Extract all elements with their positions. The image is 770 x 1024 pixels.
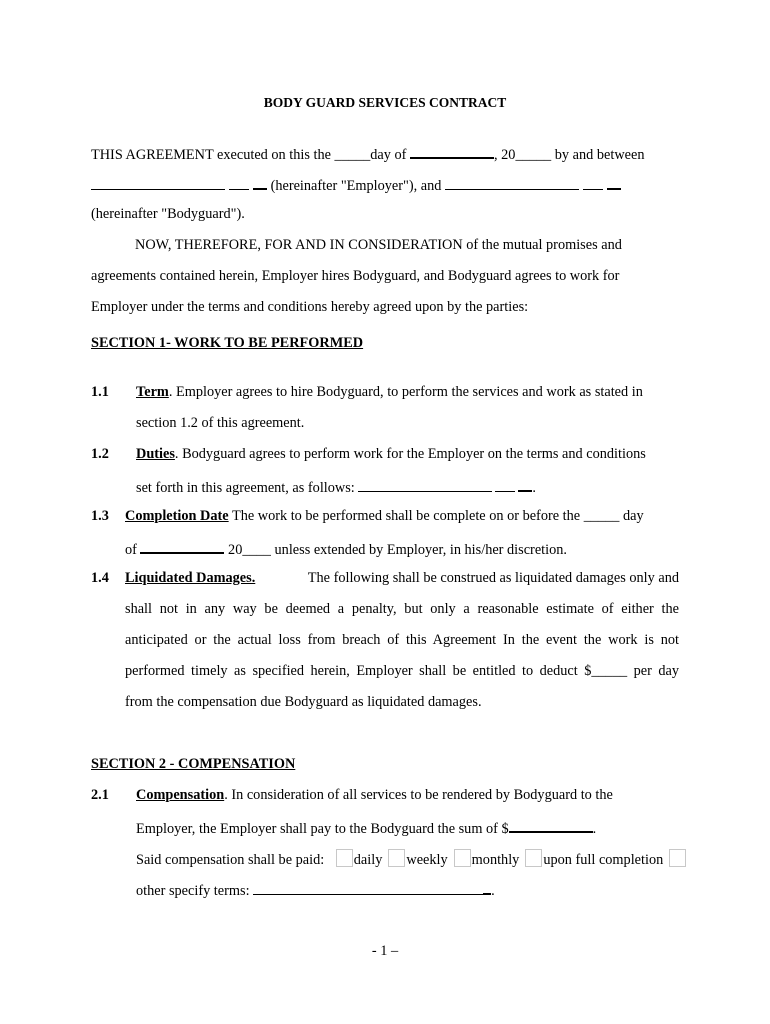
clause-1-3-number: 1.3 [91, 508, 109, 524]
clause-2-1-number: 2.1 [91, 787, 109, 803]
employer-name-field[interactable] [91, 176, 225, 190]
intro-line-3: (hereinafter "Bodyguard"). [91, 206, 245, 222]
page-number: - 1 – [371, 943, 399, 959]
weekly-checkbox[interactable] [388, 849, 405, 867]
clause-1-2-number: 1.2 [91, 446, 109, 462]
other-terms-field-end[interactable] [483, 880, 491, 895]
bodyguard-name-field-ext[interactable] [583, 176, 603, 190]
clause-1-1-term: Term [136, 384, 169, 400]
clause-1-2-line-2: set forth in this agreement, as follows: . [136, 477, 536, 497]
intro-text-2: (hereinafter "Employer"), and [267, 178, 445, 194]
intro-para-1: NOW, THEREFORE, FOR AND IN CONSIDERATION of the mutual promises and [135, 237, 622, 253]
clause-1-2-term: Duties [136, 446, 175, 462]
clause-1-1-line-1 [136, 384, 643, 401]
completion-month-field[interactable] [140, 539, 224, 554]
clause-2-1-text-b: Employer, the Employer shall pay to the Bodyguard the sum of $ [136, 821, 509, 837]
clause-2-1-term: Compensation [136, 787, 225, 803]
clause-1-3-text-b1: of [125, 542, 141, 558]
clause-1-2-text-b: set forth in this agreement, as follows: [136, 480, 359, 496]
clause-1-3-text-b2: 20____ unless extended by Employer, in his/her discretion. [224, 542, 567, 558]
payment-terms-label: Said compensation shall be paid: [136, 852, 328, 868]
clause-1-1-line-2: section 1.2 of this agreement. [136, 415, 305, 431]
section-2-heading: SECTION 2 - COMPENSATION [91, 756, 296, 772]
upon-completion-option-label: upon full completion [543, 852, 664, 868]
compensation-amount-field[interactable] [509, 818, 593, 833]
other-terms-field[interactable] [253, 881, 395, 895]
month-field[interactable] [410, 144, 494, 159]
daily-option-label: daily [353, 852, 383, 868]
clause-1-3-term: Completion Date [125, 508, 229, 524]
intro-para-3: Employer under the terms and conditions hereby agreed upon by the parties: [91, 299, 529, 315]
bodyguard-name-field[interactable] [445, 176, 579, 190]
other-terms-field-ext[interactable] [395, 881, 483, 895]
duties-field-ext[interactable] [495, 478, 515, 492]
clause-2-1-line-3 [136, 849, 687, 869]
clause-1-4-text-a: The following shall be construed as liquidated damages only and [307, 570, 679, 586]
clause-2-1-line-2: Employer, the Employer shall pay to the Bodyguard the sum of $ . [136, 818, 596, 838]
clause-1-2-text-a: . Bodyguard agrees to perform work for the Employer on the terms and conditions [174, 446, 646, 462]
clause-1-4-term: Liquidated Damages. [125, 570, 256, 586]
other-terms-checkbox[interactable] [669, 849, 686, 867]
clause-1-3-line-2 [125, 539, 567, 559]
monthly-checkbox[interactable] [454, 849, 471, 867]
clause-2-1-line-1 [136, 787, 613, 804]
clause-2-1-line-4: other specify terms: . [136, 880, 495, 900]
intro-line-2 [91, 175, 621, 195]
monthly-option-label: monthly [471, 852, 520, 868]
intro-text-1b: , 20_____ by and between [494, 147, 645, 163]
clause-1-4-line-1 [125, 570, 679, 587]
clause-1-1-text-a: . Employer agrees to hire Bodyguard, to perform the services and work as stated in [168, 384, 643, 400]
intro-text-1a: THIS AGREEMENT executed on this the _____day of [91, 147, 410, 163]
clause-2-1-text-a: . In consideration of all services to be rendered by Bodyguard to the [224, 787, 613, 803]
intro-line-1 [91, 144, 644, 164]
clause-1-2-line-1 [136, 446, 646, 463]
employer-name-field-end[interactable] [253, 175, 267, 190]
clause-1-4-line-5: from the compensation due Bodyguard as liquidated damages. [125, 694, 482, 710]
clause-1-4-line-2: shall not in any way be deemed a penalty, but only a reasonable estimate of either the [125, 601, 679, 617]
section-1-heading: SECTION 1- WORK TO BE PERFORMED [91, 335, 364, 351]
employer-name-field-ext[interactable] [229, 176, 249, 190]
upon-completion-checkbox[interactable] [525, 849, 542, 867]
bodyguard-name-field-end[interactable] [607, 175, 621, 190]
intro-para-2: agreements contained herein, Employer hires Bodyguard, and Bodyguard agrees to work for [91, 268, 620, 284]
clause-1-4-number: 1.4 [91, 570, 109, 586]
clause-1-4-line-4: performed timely as specified herein, Employer shall be entitled to deduct $_____ per day [125, 663, 679, 679]
clause-1-3-text-a: The work to be performed shall be complete on or before the _____ day [228, 508, 644, 524]
document-title: BODY GUARD SERVICES CONTRACT [263, 95, 507, 110]
daily-checkbox[interactable] [336, 849, 353, 867]
weekly-option-label: weekly [406, 852, 448, 868]
duties-field[interactable] [358, 478, 492, 492]
duties-field-end[interactable] [518, 477, 532, 492]
clause-1-4-line-3: anticipated or the actual loss from breach of this Agreement In the event the work is not [125, 632, 679, 648]
other-terms-label: other specify terms: [136, 883, 254, 899]
clause-1-3-line-1 [125, 508, 680, 525]
clause-1-1-number: 1.1 [91, 384, 109, 400]
